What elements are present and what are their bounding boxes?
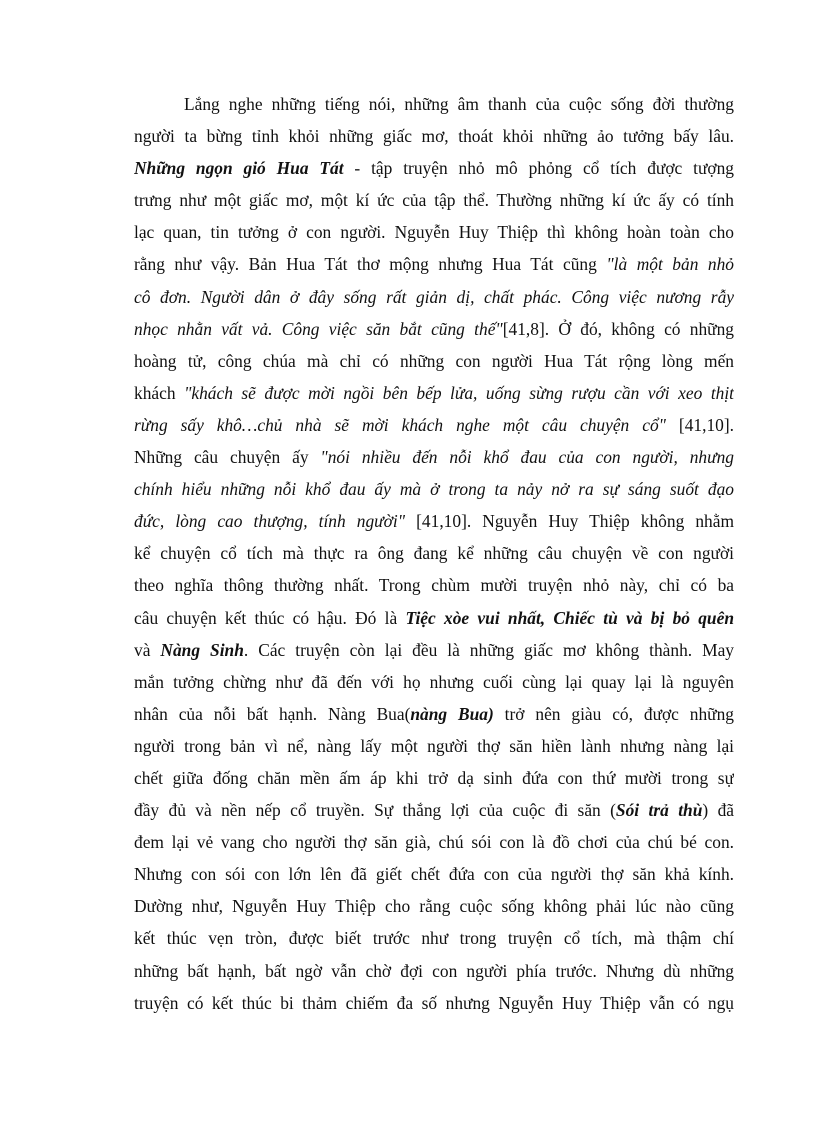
text-line (134, 377, 734, 409)
text-run: Những câu chuyện ấy (134, 447, 321, 468)
text-line (134, 120, 734, 152)
text-run: những bất hạnh, bất ngờ vẫn chờ đợi con người phía trước. Nhưng dù những (134, 960, 734, 981)
quote-text: "là một bản nhỏ (606, 254, 734, 275)
text-run: truyện có kết thúc bi thảm chiếm đa số nhưng Nguyễn Huy Thiệp vẫn có ngụ (134, 992, 734, 1013)
text-run: rằng như vậy. Bản Hua Tát thơ mộng nhưng Hua Tát cũng (134, 254, 607, 275)
text-line (134, 505, 734, 537)
title-emphasis: Nàng Sinh (160, 639, 244, 660)
text-run: [41,8]. Ở đó, không có những (502, 318, 734, 339)
text-line (134, 409, 734, 441)
text-run: đầy đủ và nền nếp cổ truyền. Sự thắng lợi của cuộc đi săn ( (134, 800, 616, 821)
text-line (134, 698, 734, 730)
text-line (134, 184, 734, 216)
text-run: trở nên giàu có, được những (493, 703, 734, 724)
text-run: kết thúc vẹn tròn, được biết trước như trong truyện cổ tích, mà thậm chí (134, 928, 734, 949)
text-run: theo nghĩa thông thường nhất. Trong chùm mười truyện nhỏ này, chỉ có ba (134, 575, 734, 596)
text-line (134, 441, 734, 473)
text-run: nhân của nỗi bất hạnh. Nàng Bua( (134, 703, 411, 724)
text-run: kể chuyện cổ tích mà thực ra ông đang kể những câu chuyện về con người (134, 543, 734, 564)
text-line (134, 826, 734, 858)
document-page (134, 88, 734, 1019)
text-line (134, 666, 734, 698)
text-run: người ta bừng tỉnh khỏi những giấc mơ, thoát khỏi những ảo tưởng bấy lâu. (134, 126, 734, 147)
text-run: Nhưng con sói con lớn lên đã giết chết đứa con của người thợ săn khả kính. (134, 864, 734, 885)
text-line (134, 569, 734, 601)
title-emphasis: nàng Bua) (410, 703, 494, 724)
text-line (134, 281, 734, 313)
text-line (134, 794, 734, 826)
body-paragraph (134, 88, 734, 1019)
text-line (134, 537, 734, 569)
text-line (134, 987, 734, 1019)
text-line (134, 248, 734, 280)
text-run: Lắng nghe những tiếng nói, những âm thanh của cuộc sống đời thường (184, 94, 734, 114)
text-line (134, 922, 734, 954)
text-run: hoàng tử, công chúa mà chỉ có những con người Hua Tát rộng lòng mến (134, 350, 734, 371)
text-line (134, 730, 734, 762)
text-run: người trong bản vì nể, nàng lấy một người thợ săn hiền lành nhưng nàng lại (134, 735, 734, 756)
text-line (134, 345, 734, 377)
text-run: trưng như một giấc mơ, một kí ức của tập thể. Thường những kí ức ấy có tính (134, 190, 734, 211)
quote-text: chính hiểu những nỗi khổ đau ấy mà ở trong ta nảy nở ra sự sáng suốt đạo (134, 479, 734, 500)
text-line (134, 762, 734, 794)
text-line (134, 313, 734, 345)
text-line (134, 858, 734, 890)
text-run: mắn tưởng chừng như đã đến với họ nhưng cuối cùng lại quay lại là nguyên (134, 671, 734, 692)
text-line (134, 473, 734, 505)
text-run: câu chuyện kết thúc có hậu. Đó là (134, 607, 406, 628)
text-run: [41,10]. Nguyễn Huy Thiệp không nhằm (405, 511, 734, 532)
text-run: ) đã (702, 800, 734, 821)
quote-text: "nói nhiều đến nỗi khổ đau của con người, nhưng (320, 447, 734, 468)
text-run: chết giữa đống chăn mền ấm áp khi trở dạ sinh đứa con thứ mười trong sự (134, 767, 734, 788)
text-run: lạc quan, tin tưởng ở con người. Nguyễn Huy Thiệp thì không hoàn toàn cho (134, 222, 734, 243)
quote-text: đức, lòng cao thượng, tính người" (134, 511, 406, 532)
quote-text: cô đơn. Người dân ở đây sống rất giản dị, chất phác. Công việc nương rẫy (134, 286, 734, 307)
text-line (134, 152, 734, 184)
text-line (134, 216, 734, 248)
text-line (134, 634, 734, 666)
title-emphasis: Những ngọn gió Hua Tát (134, 158, 344, 179)
quote-text: "khách sẽ được mời ngồi bên bếp lửa, uống sừng rượu cần với xeo thịt (184, 382, 734, 403)
text-run: [41,10]. (665, 414, 734, 435)
title-emphasis: Sói trả thù (615, 800, 703, 821)
quote-text: nhọc nhằn vất vả. Công việc săn bắt cũng thế" (134, 318, 503, 339)
text-run: Dường như, Nguyễn Huy Thiệp cho rằng cuộc sống không phải lúc nào cũng (134, 896, 734, 917)
text-line (134, 602, 734, 634)
text-run: và (134, 639, 161, 660)
text-line (134, 890, 734, 922)
text-line (134, 955, 734, 987)
text-run: - tập truyện nhỏ mô phỏng cổ tích được tượng (343, 158, 734, 179)
title-emphasis: Tiệc xòe vui nhất, Chiếc tù và bị bỏ quên (405, 607, 734, 628)
quote-text: rừng sấy khô…chủ nhà sẽ mời khách nghe một câu chuyện cổ" (134, 414, 666, 435)
text-run: khách (134, 382, 185, 403)
text-run: đem lại vẻ vang cho người thợ săn già, chú sói con là đồ chơi của chú bé con. (134, 832, 734, 853)
text-line (134, 88, 734, 120)
text-run: . Các truyện còn lại đều là những giấc mơ không thành. May (243, 639, 734, 660)
